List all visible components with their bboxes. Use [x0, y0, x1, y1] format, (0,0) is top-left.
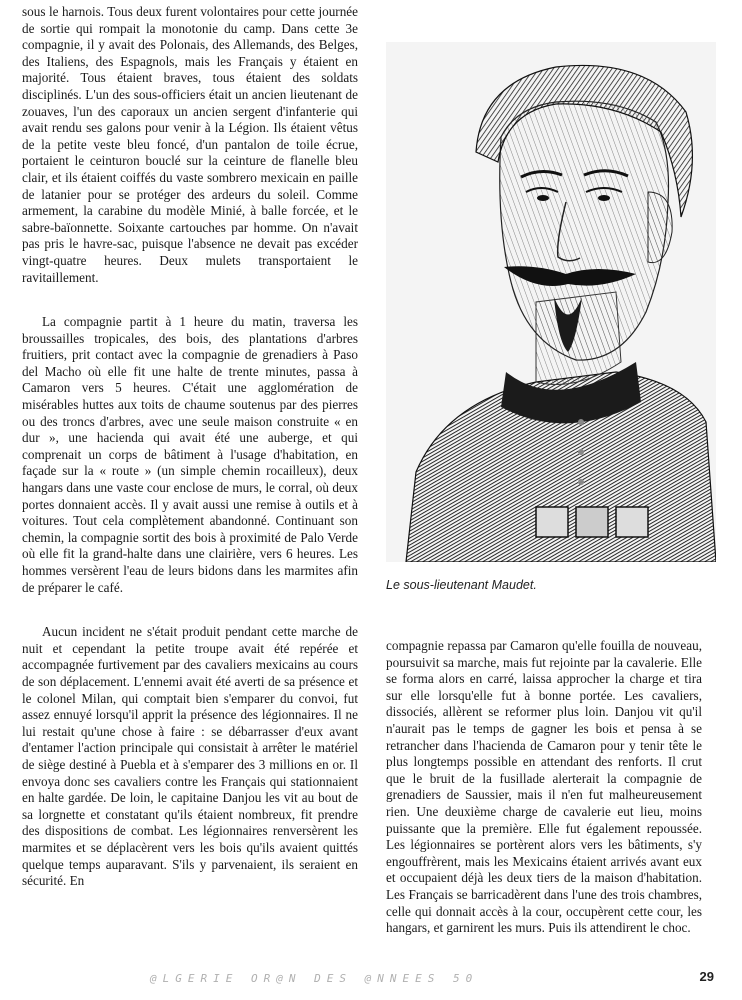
left-text-column — [22, 4, 358, 890]
portrait-illustration — [386, 42, 716, 562]
paragraph: sous le harnois. Tous deux furent volontaires pour cette journée de sortie qui rompait la monotonie du camp. Dans cette 3e compagnie, il y avait des Polonais, des Allemands, des Belges, des Italiens, des Espagnols, mais les Français y étaient en majorité. Tous étaient braves, tous étaient des soldats disciplinés. L'un des sous-officiers était un ancien lieutenant de zouaves, l'un des caporaux un ancien sergent d'infanterie qui avait rendu ses galons pour venir à la Légion. Ils étaient vêtus de la petite veste bleu foncé, d'un pantalon de toile écrue, portaient le ceinturon bouclé sur la ceinture de flanelle bleu clair, et ils étaient coiffés du vaste sombrero mexicain en paille de latanier pour se protéger des ardeurs du soleil. Comme armement, la carabine du modèle Minié, à balle forcée, et le sabre-baïonnette. Soixante cartouches par homme. On n'avait pas pris le havre-sac, puisque l'absence ne devait pas excéder vingt-quatre heures. Deux mulets transportaient le ravitaillement. — [22, 4, 358, 285]
right-text-column — [386, 638, 702, 937]
figure-caption: Le sous-lieutenant Maudet. — [386, 578, 537, 592]
paragraph: Aucun incident ne s'était produit pendant cette marche de nuit et cependant la petite troupe avait été repérée et accompagnée furtivement par des cavaliers mexicains au cours de son déplacement. L'ennemi avait été averti de sa présence et le colonel Milan, qui comptait bien s'emparer du convoi, fut assez ennuyé lorsqu'il apprit la présence des légionnaires. Il ne lui restait qu'une chose à faire : se débarrasser d'eux avant d'entamer l'action principale qui consistait à arrêter le matériel de siège destiné à Puebla et à s'emparer des 3 millions en or. Il envoya donc ses cavaliers contre les Français qui stationnaient en halte gardée. De loin, le capitaine Danjou les vit au bout de sa lorgnette et constatant qu'ils étaient nombreux, fit prendre des dispositions de combat. Les légionnaires renversèrent les marmites et se déplacèrent vers les bois qu'ils avaient quittés quelque temps auparavant. S'ils y parvenaient, ils seraient en sécurité. En — [22, 624, 358, 889]
paragraph: La compagnie partit à 1 heure du matin, traversa les broussailles tropicales, des bois, des plantations d'arbres fruitiers, prit contact avec la compagnie de grenadiers à Paso del Macho où elle fit une halte de trente minutes, passa à Camaron vers 5 heures. C'était une agglomération de misérables huttes aux toits de chaume soutenus par des pierres ou des troncs d'arbres, avec une seule maison construite « en dur », une hacienda qui avait été une auberge, et qui comprenait un corps de bâtiment à l'usage d'habitation, en façade sur la « route » (un simple chemin rocailleux), deux hangars dans une vaste cour enclose de murs, le corral, où deux portes donnaient accès. Il y avait aussi une remise à outils et à voitures. Tout cela complètement abandonné. Continuant son chemin, la compagnie sortit des bois à proximité de Palo Verde où elle fit la grand-halte dans une clairière, vers 6 heures. Les hommes versèrent l'eau de leurs bidons dans les marmites afin de préparer le café. — [22, 314, 358, 595]
paragraph: compagnie repassa par Camaron qu'elle fouilla de nouveau, poursuivit sa marche, mais fut rejointe par la cavalerie. Elle se forma alors en carré, laissa approcher la charge et tira sur elle lorsqu'elle fut à bonne portée. Les cavaliers, dissociés, allèrent se reformer plus loin. Danjou vit qu'il n'aurait pas le temps de gagner les bois et pensa à se retrancher dans l'hacienda de Camaron pour y tenir tête le plus longtemps possible en attendant des renforts. Il crut que le bruit de la fusillade alerterait la compagnie de grenadiers de Saussier, mais il n'en fut malheureusement rien. Une deuxième charge de cavalerie eut lieu, moins puissante que la première. Elle fut également repoussée. Les légionnaires se portèrent alors vers les bâtiments, s'y engouffrèrent, mais les Mexicains étaient arrivés avant eux et occupaient déjà les deux tiers de la maison d'habitation. Les Français se barricadèrent dans l'une des trois chambres, celle qui donnait accès à la cour, occupèrent cette cour, les hangars, et garnirent les murs. Puis ils attendirent le choc. — [386, 638, 702, 936]
portrait-engraving — [386, 42, 716, 562]
page-number: 29 — [699, 969, 714, 984]
footer-watermark: @LGERIE OR@N DES @NNEES 50 — [150, 972, 479, 985]
